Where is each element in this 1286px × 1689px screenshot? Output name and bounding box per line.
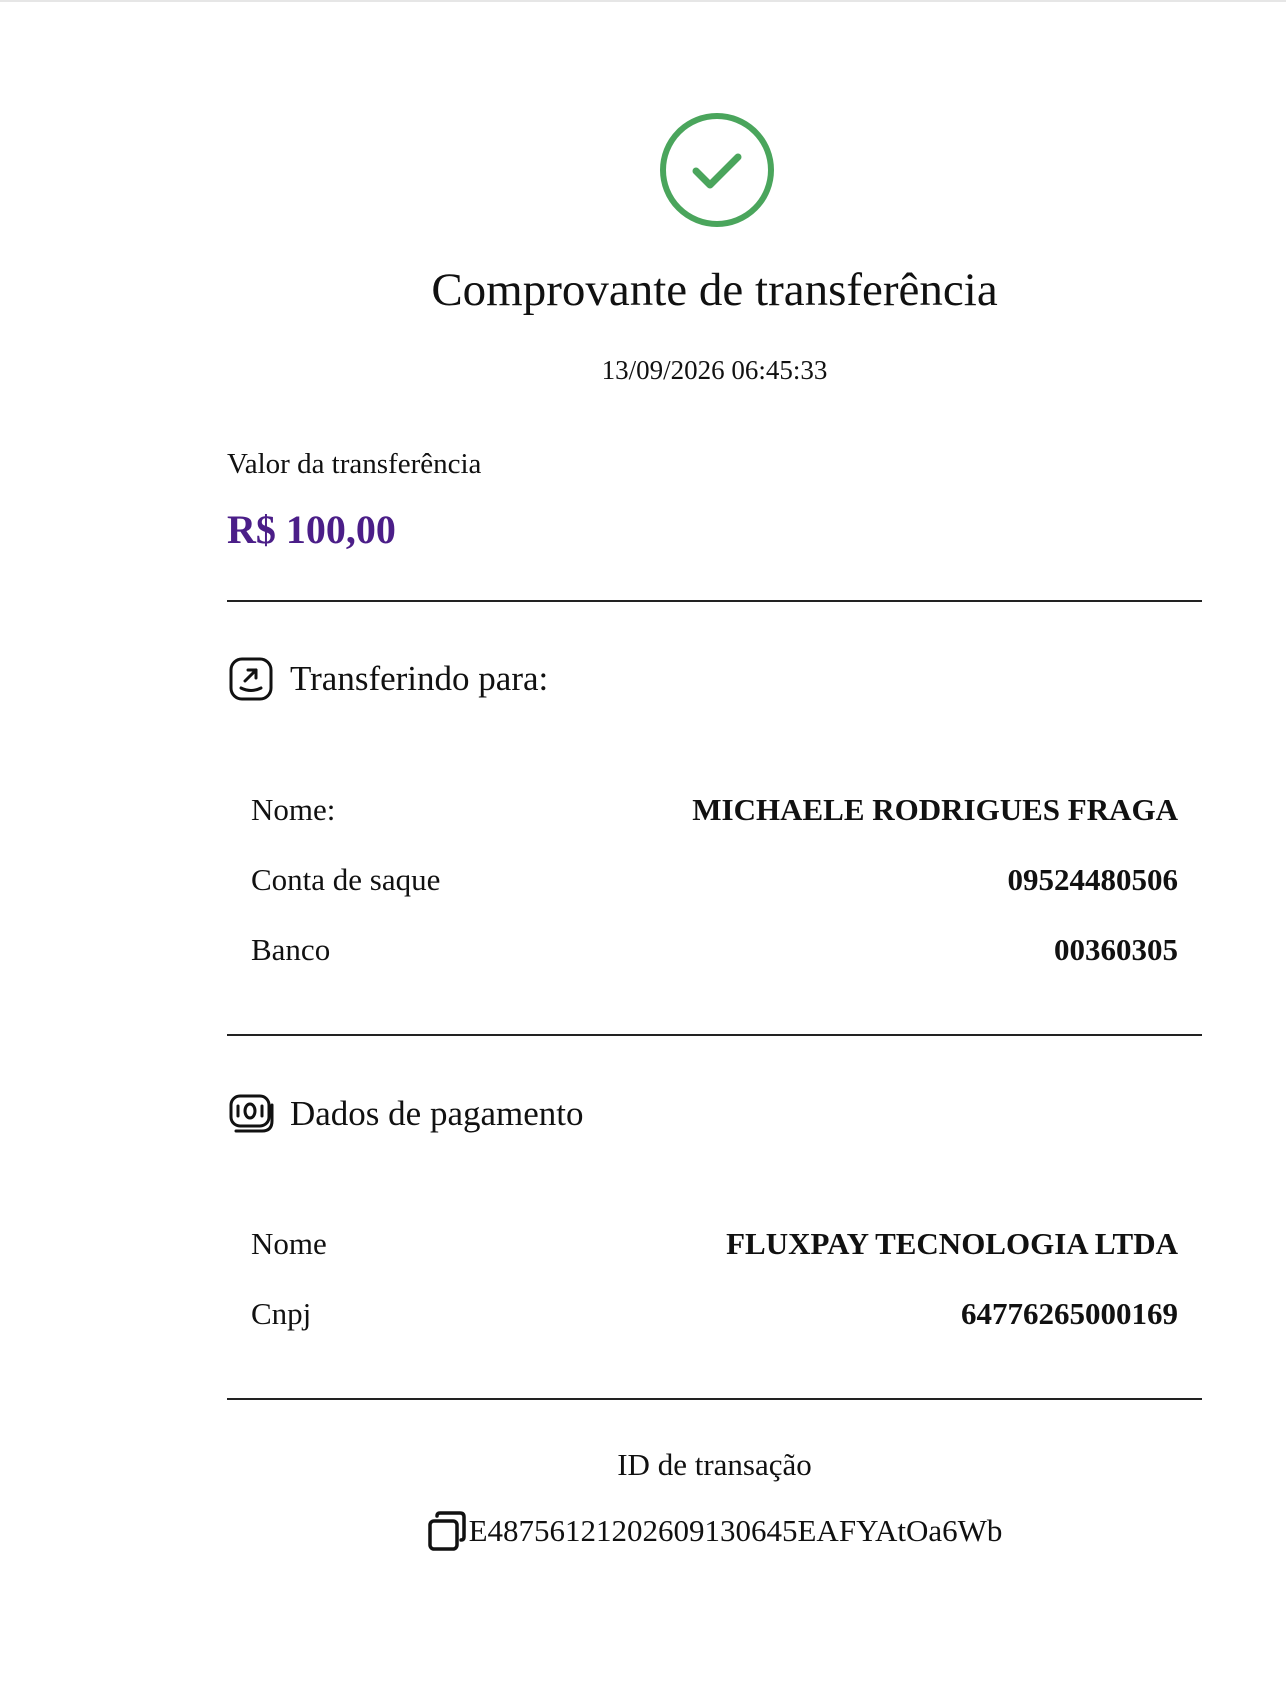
divider	[227, 1034, 1202, 1036]
recipient-section-header	[227, 655, 548, 703]
row-value: 09524480506	[1007, 862, 1178, 897]
payment-row-cnpj	[251, 1292, 1178, 1336]
copy-icon[interactable]	[427, 1510, 467, 1552]
check-circle-icon	[659, 112, 775, 228]
recipient-row-bank	[251, 928, 1178, 972]
transaction-id-row	[227, 1510, 1202, 1552]
money-bills-icon	[227, 1090, 275, 1138]
row-value: 64776265000169	[961, 1296, 1178, 1331]
row-label: Conta de saque	[251, 862, 441, 897]
row-label: Nome:	[251, 792, 336, 827]
payment-row-name	[251, 1222, 1178, 1266]
transfer-receipt	[227, 0, 1202, 1689]
row-value: 00360305	[1054, 932, 1178, 967]
recipient-heading: Transferindo para:	[290, 659, 549, 698]
recipient-row-account	[251, 858, 1178, 902]
row-label: Nome	[251, 1226, 327, 1261]
payment-heading: Dados de pagamento	[290, 1094, 584, 1133]
row-value: MICHAELE RODRIGUES FRAGA	[692, 792, 1178, 827]
payment-section-header	[227, 1090, 584, 1138]
divider	[227, 1398, 1202, 1400]
transaction-id-label: ID de transação	[617, 1447, 812, 1482]
transfer-timestamp: 13/09/2026 06:45:33	[601, 355, 828, 385]
amount-value: R$ 100,00	[227, 507, 396, 552]
amount-label: Valor da transferência	[227, 448, 482, 480]
divider	[227, 600, 1202, 602]
row-label: Banco	[251, 932, 331, 967]
transaction-id-value[interactable]: E48756121202609130645EAFYAtOa6Wb	[468, 1513, 1003, 1548]
page-title: Comprovante de transferência	[431, 264, 998, 316]
recipient-row-name	[251, 788, 1178, 832]
row-label: Cnpj	[251, 1296, 312, 1331]
row-value: FLUXPAY TECNOLOGIA LTDA	[726, 1226, 1178, 1261]
send-out-icon	[227, 655, 275, 703]
